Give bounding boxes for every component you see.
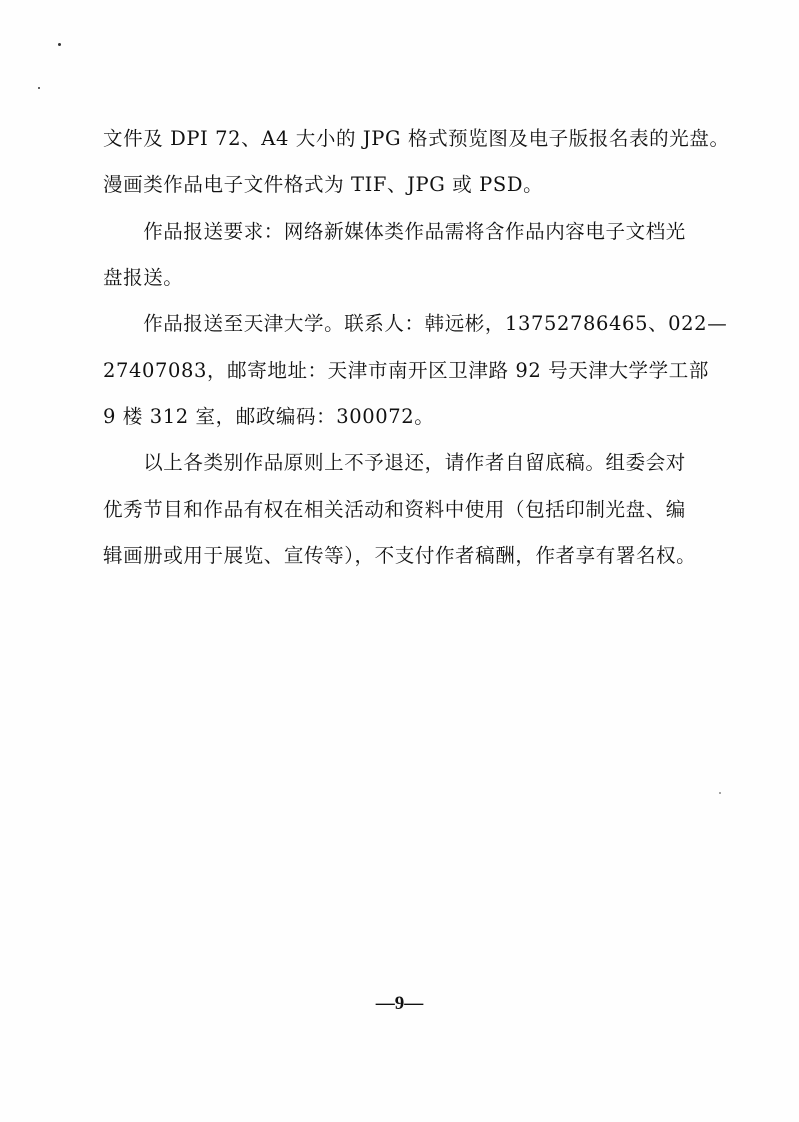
text-line: 文件及 DPI 72、A4 大小的 JPG 格式预览图及电子版报名表的光盘。 [103, 127, 730, 150]
body-text [103, 127, 730, 567]
text-line: 漫画类作品电子文件格式为 TIF、JPG 或 PSD。 [103, 173, 544, 196]
scan-speck [38, 87, 40, 89]
text-line: 盘报送。 [103, 266, 184, 289]
scan-speck [58, 43, 61, 46]
text-line: 以上各类别作品原则上不予退还，请作者自留底稿。组委会对 [103, 451, 686, 474]
text-line: 作品报送至天津大学。联系人：韩远彬，13752786465、022— [103, 312, 728, 335]
text-line: 辑画册或用于展览、宣传等），不支付作者稿酬，作者享有署名权。 [103, 544, 697, 567]
text-line: 27407083，邮寄地址：天津市南开区卫津路 92 号天津大学学工部 [103, 359, 709, 382]
text-line: 优秀节目和作品有权在相关活动和资料中使用（包括印制光盘、编 [103, 498, 686, 521]
text-line: 作品报送要求：网络新媒体类作品需将含作品内容电子文档光 [103, 220, 686, 243]
scan-speck [719, 792, 721, 794]
text-line: 9 楼 312 室，邮政编码：300072。 [103, 405, 435, 428]
page-number: —9— [375, 993, 424, 1014]
